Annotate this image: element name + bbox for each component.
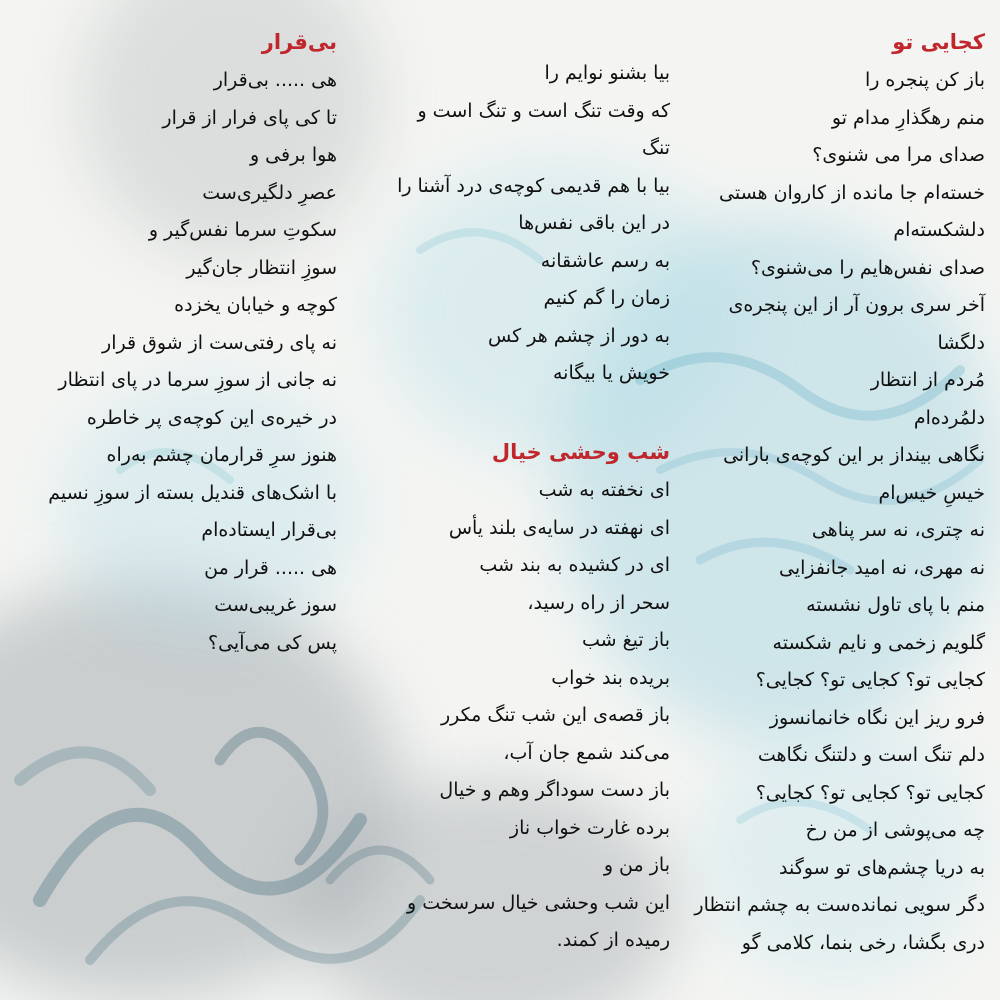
poem-line: منم با پای تاول نشسته — [806, 594, 985, 616]
poem-title: شب وحشی خیال — [491, 440, 670, 464]
poem-line: هوا برفی و — [249, 144, 337, 166]
poem-line: به دریا چشم‌های تو سوگند — [779, 856, 985, 879]
poem-line: فرو ریز این نگاه خانمانسوز — [769, 706, 985, 729]
poem-line: این شب وحشی خیال سرسخت و — [406, 891, 670, 914]
poem-kojaei-to — [655, 22, 985, 962]
poem-untitled-middle — [370, 55, 670, 393]
poem-line: سکوتِ سرما نفس‌گیر و — [148, 219, 337, 241]
poem-line: کجایی تو؟ کجایی تو؟ کجایی؟ — [755, 669, 985, 691]
poem-line: بیا بشنو نوایم را — [544, 62, 670, 84]
poem-shab-vahshi-khial — [350, 432, 670, 960]
poem-line: در خیره‌ی این کوچه‌ی پر خاطره — [86, 406, 337, 429]
poem-line: صدای نفس‌هایم را می‌شنوی؟ — [750, 256, 985, 279]
poem-line: بیا با هم قدیمی کوچه‌ی درد آشنا را — [397, 174, 670, 197]
poem-line: تا کی پای فرار از قرار — [162, 106, 337, 129]
poem-line: نگاهی بینداز بر این کوچه‌ی بارانی — [723, 444, 985, 466]
poem-line: نه مهری، نه امید جانفزایی — [778, 556, 985, 579]
poem-line: باز تیغ شب — [581, 629, 670, 651]
poem-line: تنگ — [641, 137, 670, 159]
poem-line: دگر سویی نمانده‌ست به چشم انتظار — [694, 894, 985, 916]
poem-line: می‌کند شمع جان آب، — [503, 741, 670, 764]
poem-line: به دور از چشم هر کس — [487, 324, 670, 347]
poem-line: نه جانی از سوزِ سرما در پای انتظار — [58, 369, 337, 391]
poem-lines — [7, 62, 337, 662]
poem-line: منم رهگذارِ مدام تو — [831, 106, 985, 129]
poem-line: هنوز سرِ قرارمان چشم به‌راه — [106, 444, 337, 466]
poem-line: باز دست سوداگر وهم و خیال — [439, 779, 670, 801]
poem-line: دلمُرده‌ام — [913, 406, 985, 429]
poem-line: رمیده از کمند. — [556, 929, 670, 951]
poem-line: گلویم زخمی و نایم شکسته — [772, 631, 985, 654]
poem-line: که وقت تنگ است و تنگ است و — [417, 99, 670, 122]
poem-line: خویش یا بیگانه — [552, 362, 670, 384]
poem-line: خیسِ خیس‌ام — [878, 481, 985, 504]
poem-line: زمان را گم کنیم — [543, 287, 670, 309]
poem-line: برده غارت خواب ناز — [509, 816, 670, 839]
poem-line: ای نخفته به شب — [538, 479, 670, 501]
poem-line: نه چتری، نه سر پناهی — [811, 519, 985, 541]
poem-line: با اشک‌های قندیل بسته از سوزِ نسیم — [48, 481, 337, 504]
poem-line: باز من و — [603, 854, 670, 876]
poem-title: کجایی تو — [892, 30, 985, 54]
poem-title: بی‌قرار — [261, 30, 337, 54]
poem-line: دلگشا — [937, 331, 985, 354]
poem-bigharar — [7, 22, 337, 662]
poem-lines — [370, 55, 670, 393]
poem-line: بی‌قرار ایستاده‌ام — [201, 519, 337, 541]
poem-line: آخر سری برون آر از این پنجره‌ی — [728, 294, 985, 316]
poem-line: کوچه و خیابان یخزده — [174, 294, 337, 316]
poem-line: بریده بند خواب — [551, 666, 670, 689]
poem-line: دلشکسته‌ام — [893, 219, 985, 241]
poem-line: در این باقی نفس‌ها — [518, 212, 670, 234]
poem-line: خسته‌ام جا مانده از کاروان هستی — [719, 181, 985, 204]
poem-line: سوزِ انتظار جان‌گیر — [186, 256, 337, 279]
poem-line: ای در کشیده به بند شب — [479, 554, 670, 576]
poem-line: دلم تنگ است و دلتنگ نگاهت — [757, 744, 985, 766]
poem-line: دری بگشا، رخی بنما، کلامی گو — [741, 931, 985, 954]
poem-line: باز کن پنجره را — [864, 69, 985, 91]
poem-lines — [655, 62, 985, 962]
poem-line: نه پای رفتی‌ست از شوق قرار — [102, 331, 337, 354]
poem-line: باز قصه‌ی این شب تنگ مکرر — [440, 704, 670, 726]
poem-line: هی ..... قرار من — [204, 556, 337, 579]
poem-line: به رسم عاشقانه — [540, 249, 670, 272]
poem-line: پس کی می‌آیی؟ — [208, 631, 337, 654]
poem-line: صدای مرا می شنوی؟ — [812, 144, 985, 166]
poem-line: چه می‌پوشی از من رخ — [805, 819, 985, 841]
poem-line: مُردم از انتظار — [870, 369, 985, 391]
poem-line: هی ..... بی‌قرار — [213, 69, 337, 91]
poem-line: سوز غریبی‌ست — [214, 594, 337, 616]
poem-line: ای نهفته در سایه‌ی بلند یأس — [448, 516, 670, 539]
poem-line: سحر از راه رسید، — [527, 591, 670, 614]
poem-line: عصرِ دلگیری‌ست — [202, 181, 337, 204]
poem-line: کجایی تو؟ کجایی تو؟ کجایی؟ — [755, 781, 985, 804]
poem-lines — [350, 472, 670, 960]
